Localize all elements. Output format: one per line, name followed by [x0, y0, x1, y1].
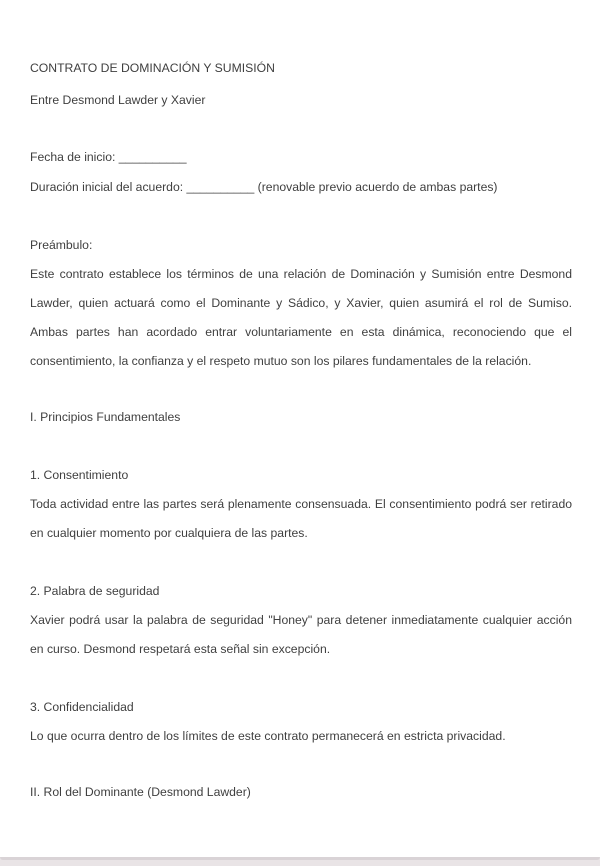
section-1-heading: I. Principios Fundamentales [30, 410, 181, 424]
duration-note: (renovable previo acuerdo de ambas partes) [257, 180, 498, 194]
clause-3-heading: 3. Confidencialidad [30, 700, 134, 714]
preamble-heading: Preámbulo: [30, 238, 93, 252]
preamble-paragraph [30, 260, 572, 376]
paragraph-line: Este contrato establece los términos de una relación de Dominación y Sumisión entre Desmond [30, 267, 572, 281]
clause-1-paragraph [30, 490, 572, 548]
section-2-heading: II. Rol del Dominante (Desmond Lawder) [30, 785, 251, 799]
start-date-blank-field: __________ [118, 150, 187, 164]
paragraph-line: Ambas partes han acordado entrar voluntariamente en esta dinámica, reconociendo que el [30, 325, 572, 339]
clause-2-heading: 2. Palabra de seguridad [30, 584, 160, 598]
clause-2-paragraph [30, 606, 572, 664]
paragraph-line: consentimiento, la confianza y el respeto mutuo son los pilares fundamentales de la relación. [30, 354, 532, 368]
start-date-label: Fecha de inicio: [30, 150, 116, 164]
duration-label: Duración inicial del acuerdo: [30, 180, 184, 194]
duration-blank-field: __________ [186, 180, 255, 194]
paragraph-line: en cualquier momento por cualquiera de las partes. [30, 526, 308, 540]
paragraph-line: Lawder, quien actuará como el Dominante y Sádico, y Xavier, quien asumirá el rol de Sumiso. [30, 296, 572, 310]
start-date-line [30, 143, 572, 172]
paragraph-line: Toda actividad entre las partes será plenamente consensuada. El consentimiento podrá ser retirado [30, 497, 572, 511]
contract-parties: Entre Desmond Lawder y Xavier [30, 93, 206, 107]
clause-3-text: Lo que ocurra dentro de los límites de este contrato permanecerá en estricta privacidad. [30, 729, 506, 743]
contract-document [30, 0, 572, 807]
clause-1-heading: 1. Consentimiento [30, 468, 129, 482]
paragraph-line: en curso. Desmond respetará esta señal sin excepción. [30, 642, 331, 656]
duration-line [30, 173, 572, 202]
paragraph-line: Xavier podrá usar la palabra de seguridad "Honey" para detener inmediatamente cualquier acción [30, 613, 572, 627]
contract-title: CONTRATO DE DOMINACIÓN Y SUMISIÓN [30, 61, 275, 75]
